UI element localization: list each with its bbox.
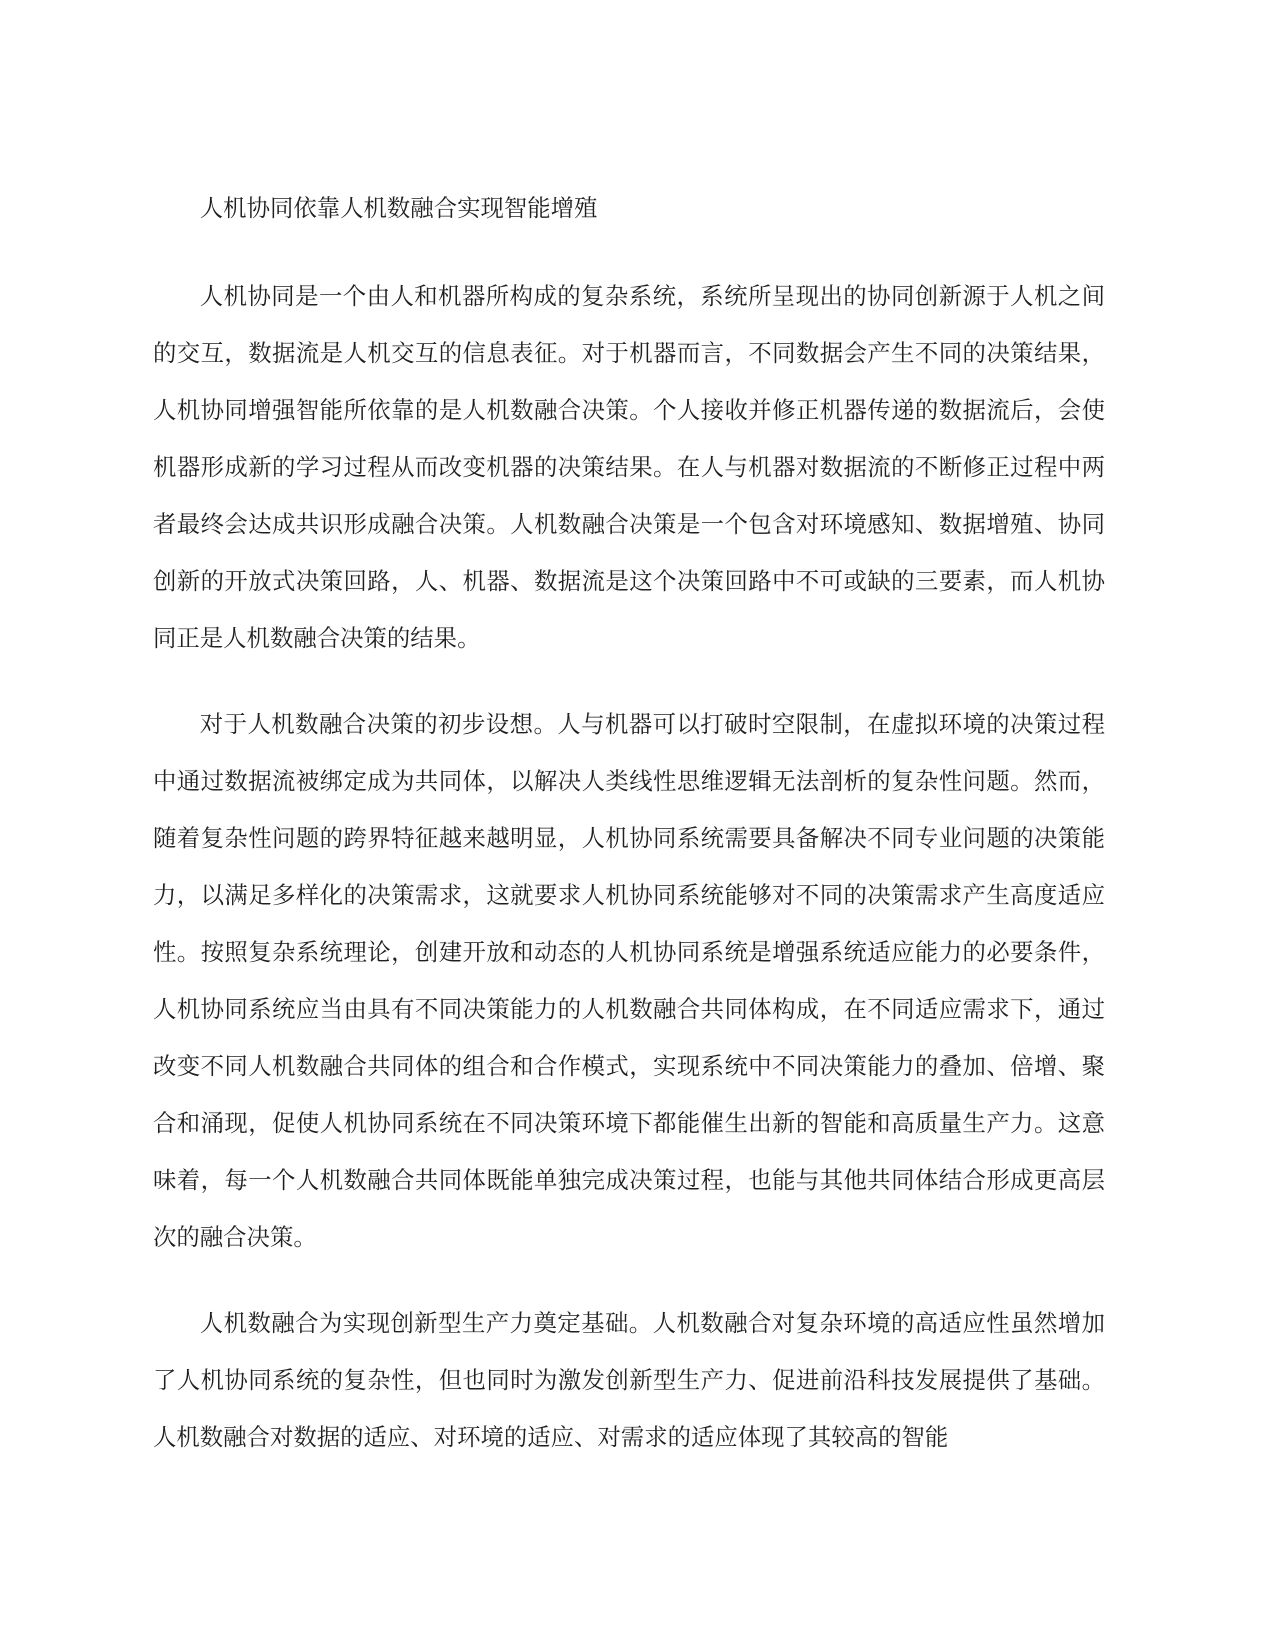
paragraph-3: 人机数融合为实现创新型生产力奠定基础。人机数融合对复杂环境的高适应性虽然增加了人机协同系统的复杂性，但也同时为激发创新型生产力、促进前沿科技发展提供了基础。人机数融合对数据的适应、对环境的适应、对需求的适应体现了其较高的智能: [153, 1309, 1105, 1451]
paragraph-1: 人机协同是一个由人和机器所构成的复杂系统，系统所呈现出的协同创新源于人机之间的交互，数据流是人机交互的信息表征。对于机器而言，不同数据会产生不同的决策结果，人机协同增强智能所依靠的是人机数融合决策。个人接收并修正机器传递的数据流后，会使机器形成新的学习过程从而改变机器的决策结果。在人与机器对数据流的不断修正过程中两者最终会达成共识形成融合决策。人机数融合决策是一个包含对环境感知、数据增殖、协同创新的开放式决策回路，人、机器、数据流是这个决策回路中不可或缺的三要素，而人机协同正是人机数融合决策的结果。: [153, 282, 1105, 652]
paragraph-2: 对于人机数融合决策的初步设想。人与机器可以打破时空限制，在虚拟环境的决策过程中通过数据流被绑定成为共同体，以解决人类线性思维逻辑无法剖析的复杂性问题。然而，随着复杂性问题的跨界特征越来越明显，人机协同系统需要具备解决不同专业问题的决策能力，以满足多样化的决策需求，这就要求人机协同系统能够对不同的决策需求产生高度适应性。按照复杂系统理论，创建开放和动态的人机协同系统是增强系统适应能力的必要条件，人机协同系统应当由具有不同决策能力的人机数融合共同体构成，在不同适应需求下，通过改变不同人机数融合共同体的组合和合作模式，实现系统中不同决策能力的叠加、倍增、聚合和涌现，促使人机协同系统在不同决策环境下都能催生出新的智能和高质量生产力。这意味着，每一个人机数融合共同体既能单独完成决策过程，也能与其他共同体结合形成更高层次的融合决策。: [153, 710, 1105, 1251]
section-heading: 人机协同依靠人机数融合实现智能增殖: [199, 194, 598, 222]
document-body: [153, 180, 1105, 1466]
